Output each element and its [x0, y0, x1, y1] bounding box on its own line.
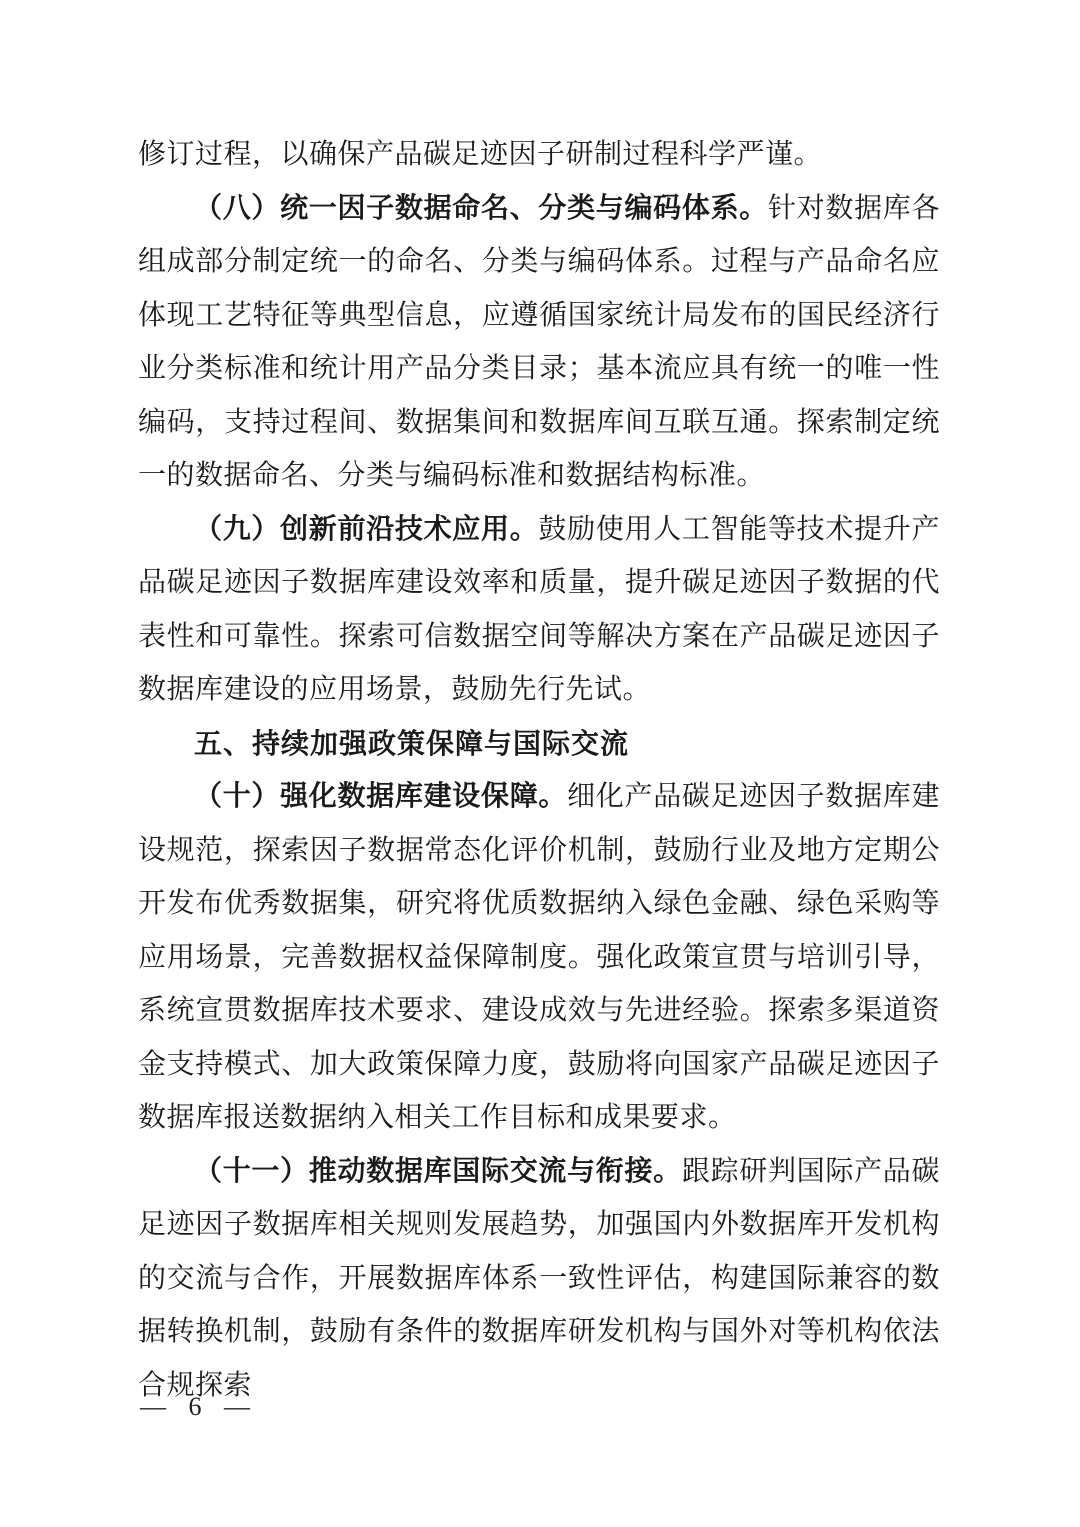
paragraph-lead: （十一）推动数据库国际交流与衔接。 — [194, 1155, 682, 1187]
paragraph-lead: （八）统一因子数据命名、分类与编码体系。 — [194, 192, 768, 224]
paragraph: （十）强化数据库建设保障。细化产品碳足迹因子数据库建设规范，探索因子数据常态化评价机制，鼓励行业及地方定期公开发布优秀数据集，研究将优质数据纳入绿色金融、绿色采购等应用场景，完善数据权益保障制度。强化政策宣贯与培训引导，系统宣贯数据库技术要求、建设成效与先进经验。探索多渠道资金支持模式、加大政策保障力度，鼓励将向国家产品碳足迹因子数据库报送数据纳入相关工作目标和成果要求。 — [138, 781, 940, 1133]
paragraph: 修订过程，以确保产品碳足迹因子研制过程科学严谨。 — [138, 139, 823, 170]
paragraph: （十一）推动数据库国际交流与衔接。跟踪研判国际产品碳足迹因子数据库相关规则发展趋势，加强国内外数据库开发机构的交流与合作，开展数据库体系一致性评估，构建国际兼容的数据转换机制，鼓励有条件的数据库研发机构与国外对等机构依法合规探索 — [138, 1155, 940, 1401]
document-body — [138, 128, 940, 1412]
section-heading: 五、持续加强政策保障与国际交流 — [194, 727, 630, 759]
paragraph-lead: （十）强化数据库建设保障。 — [194, 781, 568, 812]
paragraph: （八）统一因子数据命名、分类与编码体系。针对数据库各组成部分制定统一的命名、分类与编码体系。过程与产品命名应体现工艺特征等典型信息，应遵循国家统计局发布的国民经济行业分类标准和统计用产品分类目录；基本流应具有统一的唯一性编码，支持过程间、数据集间和数据库间互联互通。探索制定统一的数据命名、分类与编码标准和数据结构标准。 — [138, 192, 940, 491]
paragraph-lead: （九）创新前沿技术应用。 — [194, 513, 539, 545]
page-number: — 6 — — [140, 1392, 258, 1421]
paragraph: （九）创新前沿技术应用。鼓励使用人工智能等技术提升产品碳足迹因子数据库建设效率和质量，提升碳足迹因子数据的代表性和可靠性。探索可信数据空间等解决方案在产品碳足迹因子数据库建设的应用场景，鼓励先行先试。 — [138, 513, 940, 705]
page-footer — [140, 1392, 258, 1422]
